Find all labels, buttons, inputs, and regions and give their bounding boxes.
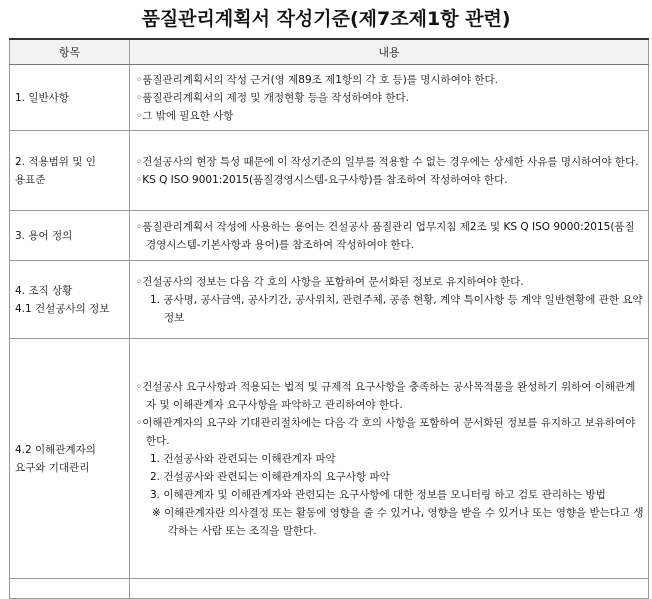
table-row <box>10 579 649 599</box>
row-category <box>10 131 130 211</box>
numbered-item: 1. 건설공사와 관련되는 이해관계자 파악 <box>150 452 336 465</box>
category-line: 2. 적용범위 및 인 <box>15 155 96 168</box>
bullet-item: ◦이해관계자의 요구와 기대관리절차에는 다음 각 호의 사항을 포함하여 문서화된 정보를 유지하고 보유하여야 한다. <box>136 416 636 447</box>
row-content <box>130 131 649 211</box>
numbered-item: 1. 공사명, 공사금액, 공사기간, 공사위치, 관련주체, 공종 현황, 계약 특이사항 등 계약 일반현황에 관한 요약 정보 <box>150 293 643 324</box>
row-category <box>10 65 130 131</box>
bullet-item: ◦품질관리계획서의 작성 근거(영 제89조 제1항의 각 호 등)를 명시하여야 한다. <box>136 73 498 86</box>
table-row <box>10 211 649 261</box>
row-content <box>130 65 649 131</box>
bullet-item: ◦건설공사의 현장 특성 때문에 이 작성기준의 일부를 적용할 수 없는 경우에는 상세한 사유를 명시하여야 한다. <box>136 155 639 168</box>
row-content <box>130 339 649 579</box>
category-line: 3. 용어 정의 <box>15 229 73 242</box>
row-category <box>10 261 130 339</box>
header-item: 항목 <box>10 39 130 65</box>
bullet-item: ◦KS Q ISO 9001:2015(품질경영시스템-요구사항)를 참조하여 작성하여야 한다. <box>136 173 508 186</box>
bullet-item: ◦그 밖에 필요한 사항 <box>136 109 234 122</box>
bullet-item: ◦품질관리계획서의 제정 및 개정현황 등을 작성하여야 한다. <box>136 91 409 104</box>
category-line: 요구와 기대관리 <box>15 461 90 474</box>
category-line: 용표준 <box>15 173 46 186</box>
row-category <box>10 579 130 599</box>
note-text: ※ 이해관계자란 의사결정 또는 활동에 영향을 줄 수 있거나, 영향을 받을 수 있거나 또는 영향을 받는다고 생각하는 사람 또는 조직을 말한다. <box>152 506 644 537</box>
bullet-item: ◦건설공사의 정보는 다음 각 호의 사항을 포함하여 문서화된 정보로 유지하여야 한다. <box>136 275 524 288</box>
numbered-item: 2. 건설공사와 관련되는 이해관계자의 요구사항 파악 <box>150 470 390 483</box>
criteria-table <box>9 38 649 599</box>
row-category <box>10 211 130 261</box>
table-header-row <box>10 39 649 65</box>
table-row <box>10 131 649 211</box>
row-content <box>130 261 649 339</box>
numbered-item: 3. 이해관계자 및 이해관계자와 관련되는 요구사항에 대한 정보를 모니터링 하고 검토 관리하는 방법 <box>150 488 606 501</box>
bullet-item: ◦품질관리계획서 작성에 사용하는 용어는 건설공사 품질관리 업무지침 제2조 및 KS Q ISO 9000:2015(품질경영시스템-기본사항과 용어)를 참조하여 작성하여야 한다. <box>136 220 635 251</box>
table-row <box>10 65 649 131</box>
category-line: 4.1 건설공사의 정보 <box>15 302 110 315</box>
header-content: 내용 <box>130 39 649 65</box>
table-row <box>10 261 649 339</box>
row-content <box>130 211 649 261</box>
page-title: 품질관리계획서 작성기준(제7조제1항 관련) <box>141 8 511 30</box>
bullet-item: ◦건설공사 요구사항과 적용되는 법적 및 규제적 요구사항을 충족하는 공사목적물을 완성하기 위하여 이해관계자 및 이해관계자 요구사항을 파악하고 관리하여야 한다. <box>136 380 636 411</box>
category-line: 1. 일반사항 <box>15 91 69 104</box>
row-category <box>10 339 130 579</box>
category-line: 4.2 이해관계자의 <box>15 443 96 456</box>
category-line: 4. 조직 상황 <box>15 284 73 297</box>
row-content <box>130 579 649 599</box>
table-row <box>10 339 649 579</box>
